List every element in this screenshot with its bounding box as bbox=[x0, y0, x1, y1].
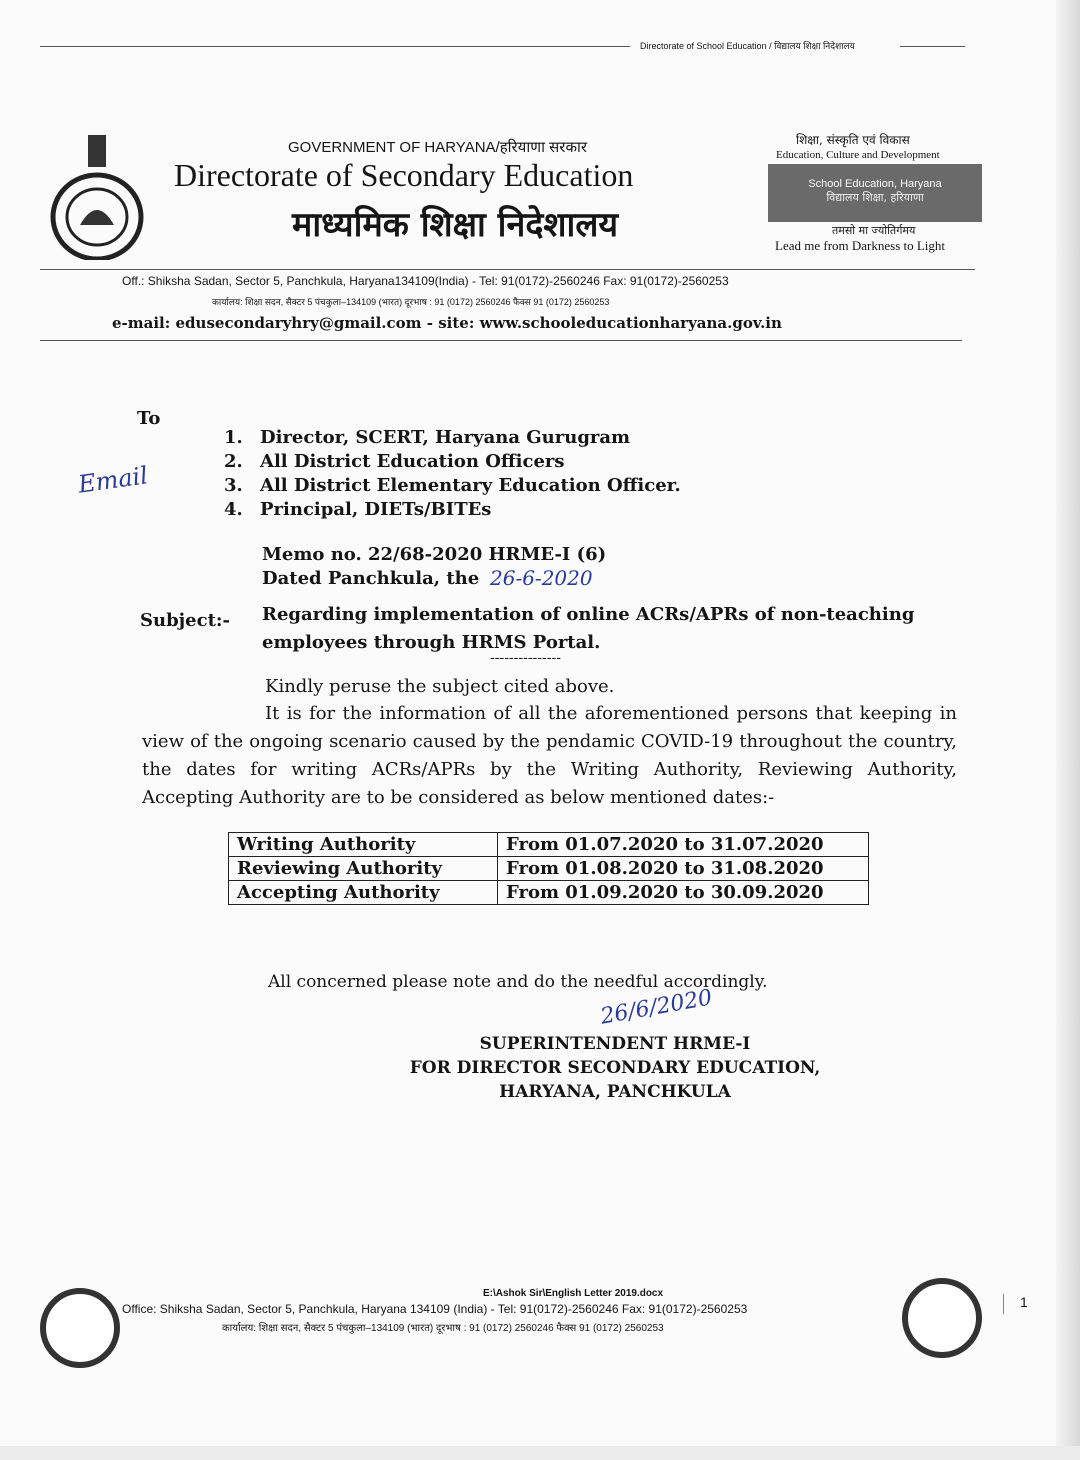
office-address: Off.: Shiksha Sadan, Sector 5, Panchkula, Haryana134109(India) - Tel: 91(0172)-2560246 Fax: 91(0172)-2560253 bbox=[122, 274, 729, 288]
contact-line: e-mail: edusecondaryhry@gmail.com - site: www.schooleducationharyana.gov.in bbox=[112, 314, 782, 332]
authority-cell: Reviewing Authority bbox=[229, 857, 498, 881]
table-row bbox=[229, 857, 869, 881]
recipient-list bbox=[224, 426, 681, 522]
office-address-hindi: कार्यालय: शिक्षा सदन, सैक्टर 5 पंचकुला–134109 (भारत) दूरभाष : 91 (0172) 2560246 फैक्स 91 (0172) 2560253 bbox=[212, 297, 610, 307]
memo-number: Memo no. 22/68-2020 HRME-I (6) bbox=[262, 544, 607, 565]
top-rule bbox=[40, 46, 630, 47]
signatory-line: FOR DIRECTOR SECONDARY EDUCATION, bbox=[409, 1058, 821, 1078]
footer-address-hindi: कार्यालय: शिक्षा सदन, सैक्टर 5 पंचकुला–134109 (भारत) दूरभाष : 91 (0172) 2560246 फैक्स 91 (0172) 2560253 bbox=[222, 1323, 664, 1334]
header-rule bbox=[40, 269, 975, 270]
government-label: GOVERNMENT OF HARYANA/हरियाणा सरकार bbox=[288, 139, 587, 156]
top-rule-right bbox=[900, 46, 965, 47]
page-bottom-edge bbox=[0, 1446, 1080, 1460]
closing-line: All concerned please note and do the needful accordingly. bbox=[268, 972, 768, 992]
motto-hindi-bottom: तमसो मा ज्योतिर्गमय bbox=[832, 224, 916, 237]
subject-text: Regarding implementation of online ACRs/APRs of non-teaching employees through HRMS Portal. bbox=[262, 604, 915, 653]
beti-bachao-logo-icon bbox=[40, 1288, 120, 1368]
handwritten-note: Email bbox=[76, 461, 150, 499]
directorate-title: Directorate of Secondary Education bbox=[174, 157, 634, 193]
logo-text-hindi: विद्यालय शिक्षा, हरियाणा bbox=[826, 191, 924, 204]
handwritten-date: 26-6-2020 bbox=[490, 566, 593, 590]
logo-text-english: School Education, Haryana bbox=[808, 178, 942, 190]
motto-english-top: Education, Culture and Development bbox=[776, 149, 940, 161]
page-number-divider bbox=[1003, 1294, 1004, 1314]
directorate-title-hindi: माध्यमिक शिक्षा निदेशालय bbox=[292, 205, 619, 245]
school-education-logo bbox=[768, 164, 982, 222]
dated-label: Dated Panchkula, the bbox=[262, 568, 480, 589]
header-rule-bottom bbox=[40, 340, 962, 341]
period-cell: From 01.09.2020 to 30.09.2020 bbox=[498, 881, 869, 905]
haryana-seal-icon bbox=[50, 135, 144, 260]
signatory-block bbox=[390, 1032, 840, 1104]
authority-cell: Writing Authority bbox=[229, 833, 498, 857]
paragraph-2: It is for the information of all the aforementioned persons that keeping in view of the ongoing scenario caused by the pendamic COVID-19 throughout the country, the dates for writing ACRs/APRs by the Writing Authority, Reviewing Authority, Accepting Authority are to be considered as below mentioned dates:- bbox=[142, 703, 957, 808]
page-edge bbox=[1056, 0, 1080, 1460]
table-row bbox=[229, 833, 869, 857]
schedule-table bbox=[228, 832, 869, 905]
signature: 26/6/2020 bbox=[598, 985, 715, 1030]
authority-cell: Accepting Authority bbox=[229, 881, 498, 905]
motto-hindi-top: शिक्षा, संस्कृति एवं विकास bbox=[796, 133, 910, 147]
subject-underline: --------------- bbox=[490, 650, 561, 666]
page-number: 1 bbox=[1020, 1294, 1028, 1310]
subject-label: Subject:- bbox=[140, 610, 231, 631]
to-label: To bbox=[137, 408, 161, 429]
table-row bbox=[229, 881, 869, 905]
signatory-line: SUPERINTENDENT HRME-I bbox=[479, 1034, 751, 1054]
signatory-line: HARYANA, PANCHKULA bbox=[499, 1082, 731, 1102]
recipient-item: 2. All District Education Officers bbox=[224, 451, 565, 472]
period-cell: From 01.07.2020 to 31.07.2020 bbox=[498, 833, 869, 857]
recipient-item: 4. Principal, DIETs/BITEs bbox=[224, 499, 492, 520]
beti-bachao-logo-icon bbox=[902, 1278, 982, 1358]
top-header: Directorate of School Education / विद्यालय शिक्षा निदेशालय bbox=[640, 41, 855, 51]
recipient-item: 3. All District Elementary Education Officer. bbox=[224, 475, 681, 496]
recipient-item: 1. Director, SCERT, Haryana Gurugram bbox=[224, 427, 631, 448]
paragraph-1: Kindly peruse the subject cited above. bbox=[265, 676, 615, 697]
period-cell: From 01.08.2020 to 31.08.2020 bbox=[498, 857, 869, 881]
file-path: E:\Ashok Sir\English Letter 2019.docx bbox=[483, 1288, 664, 1299]
footer-address: Office: Shiksha Sadan, Sector 5, Panchkula, Haryana 134109 (India) - Tel: 91(0172)-2560246 Fax: 91(0172)-2560253 bbox=[122, 1302, 748, 1316]
motto-english-bottom: Lead me from Darkness to Light bbox=[775, 238, 946, 253]
